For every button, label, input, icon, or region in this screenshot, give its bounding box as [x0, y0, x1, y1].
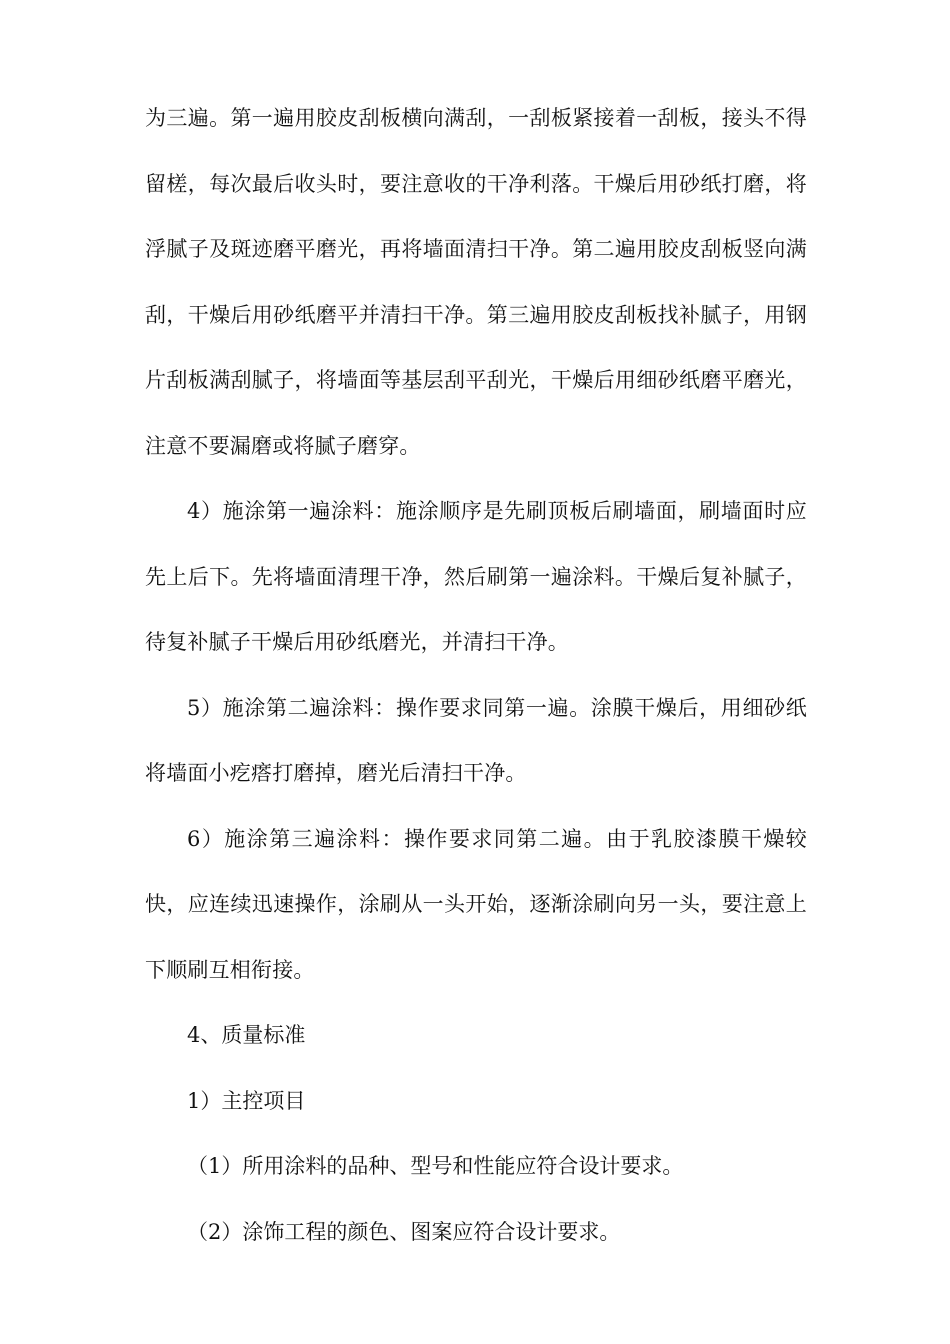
section-heading: 4、质量标准 — [187, 1023, 306, 1047]
list-item-1: （1）所用涂料的品种、型号和性能应符合设计要求。 — [187, 1154, 684, 1178]
paragraph-step-5: 5）施涂第二遍涂料：操作要求同第一遍。涂膜干燥后，用细砂纸将墙面小疙瘩打磨掉，磨光后清扫干净。 — [145, 695, 807, 785]
document-body — [145, 86, 807, 1265]
paragraph-step-6: 6）施涂第三遍涂料：操作要求同第二遍。由于乳胶漆膜干燥较快，应连续迅速操作，涂刷从一头开始，逐渐涂刷向另一头，要注意上下顺刷互相衔接。 — [145, 826, 807, 982]
subsection-heading: 1）主控项目 — [187, 1088, 306, 1113]
paragraph-continued: 为三遍。第一遍用胶皮刮板横向满刮，一刮板紧接着一刮板，接头不得留槎，每次最后收头时，要注意收的干净利落。干燥后用砂纸打磨，将浮腻子及斑迹磨平磨光，再将墙面清扫干净。第二遍用胶皮刮板竖向满刮，干燥后用砂纸磨平并清扫干净。第三遍用胶皮刮板找补腻子，用钢片刮板满刮腻子，将墙面等基层刮平刮光，干燥后用细砂纸磨平磨光，注意不要漏磨或将腻子磨穿。 — [145, 106, 807, 458]
paragraph-step-4: 4）施涂第一遍涂料：施涂顺序是先刷顶板后刷墙面，刷墙面时应先上后下。先将墙面清理干净，然后刷第一遍涂料。干燥后复补腻子，待复补腻子干燥后用砂纸磨光，并清扫干净。 — [145, 499, 807, 654]
list-item-2: （2）涂饰工程的颜色、图案应符合设计要求。 — [187, 1219, 621, 1244]
